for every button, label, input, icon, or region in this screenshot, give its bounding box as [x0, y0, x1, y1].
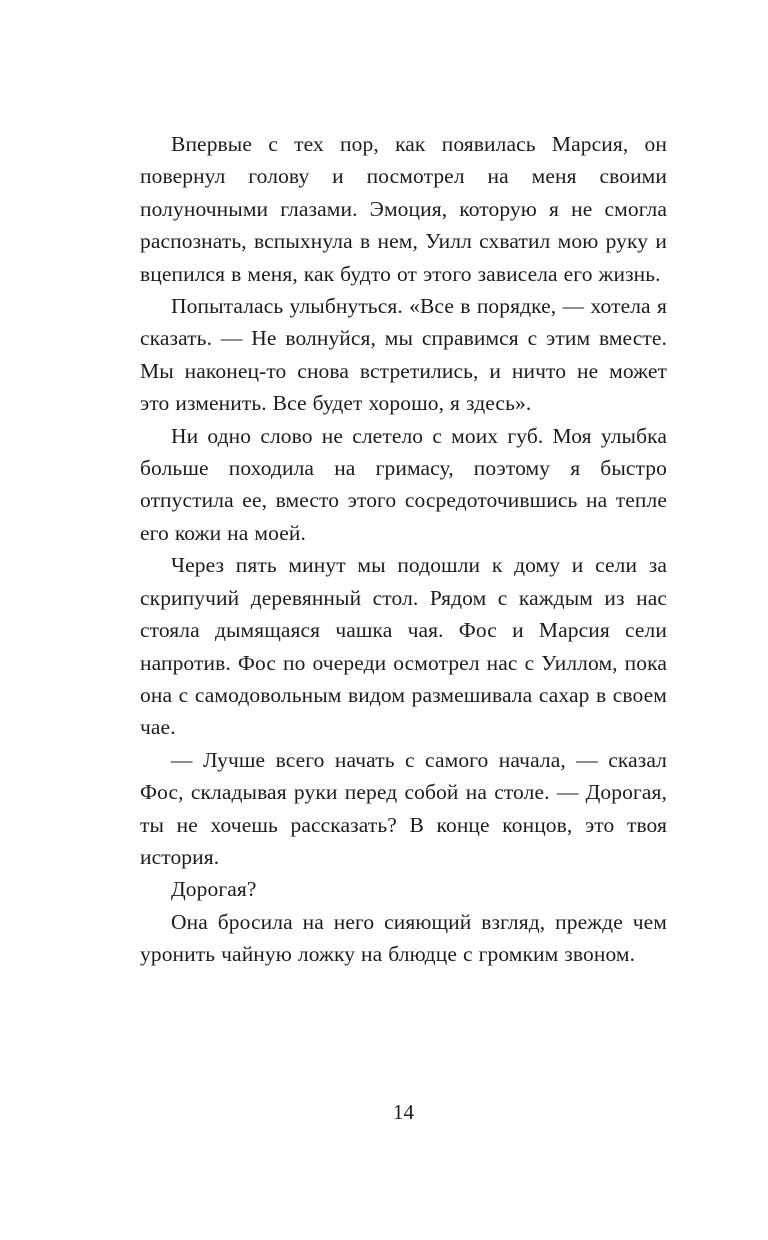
paragraph: Через пять минут мы подошли к дому и сели за скрипучий деревянный стол. Рядом с каждым из нас стояла дымящаяся чашка чая. Фос и Марсия сели напротив. Фос по очереди осмотрел нас с Уиллом, пока она с самодовольным видом размешивала сахар в своем чае. — [140, 553, 667, 740]
paragraph: Дорогая? — [171, 877, 257, 902]
paragraph: Попыталась улыбнуться. «Все в порядке, — хотела я сказать. — Не волнуйся, мы справимся с этим вместе. Мы наконец-то снова встретились, и ничто не может это изменить. Все будет хорошо, я здесь». — [140, 294, 667, 416]
paragraph: Она бросила на него сияющий взгляд, прежде чем уронить чайную ложку на блюдце с громким звоном. — [140, 909, 667, 967]
page-number: 14 — [393, 1100, 414, 1124]
paragraph: Впервые с тех пор, как появилась Марсия, он повернул голову и посмотрел на меня своими полуночными глазами. Эмоция, которую я не смогла распознать, вспыхнула в нем, Уилл схватил мою руку и вцепился в меня, как будто от этого зависела его жизнь. — [140, 132, 667, 286]
paragraph: Ни одно слово не слетело с моих губ. Моя улыбка больше походила на гримасу, поэтому я быстро отпустила ее, вместо этого сосредоточившись на тепле его кожи на моей. — [140, 423, 667, 545]
page-text — [140, 128, 667, 971]
paragraph: — Лучше всего начать с самого начала, — сказал Фос, складывая руки перед собой на столе. — Дорогая, ты не хочешь рассказать? В конце концов, это твоя история. — [140, 747, 667, 869]
